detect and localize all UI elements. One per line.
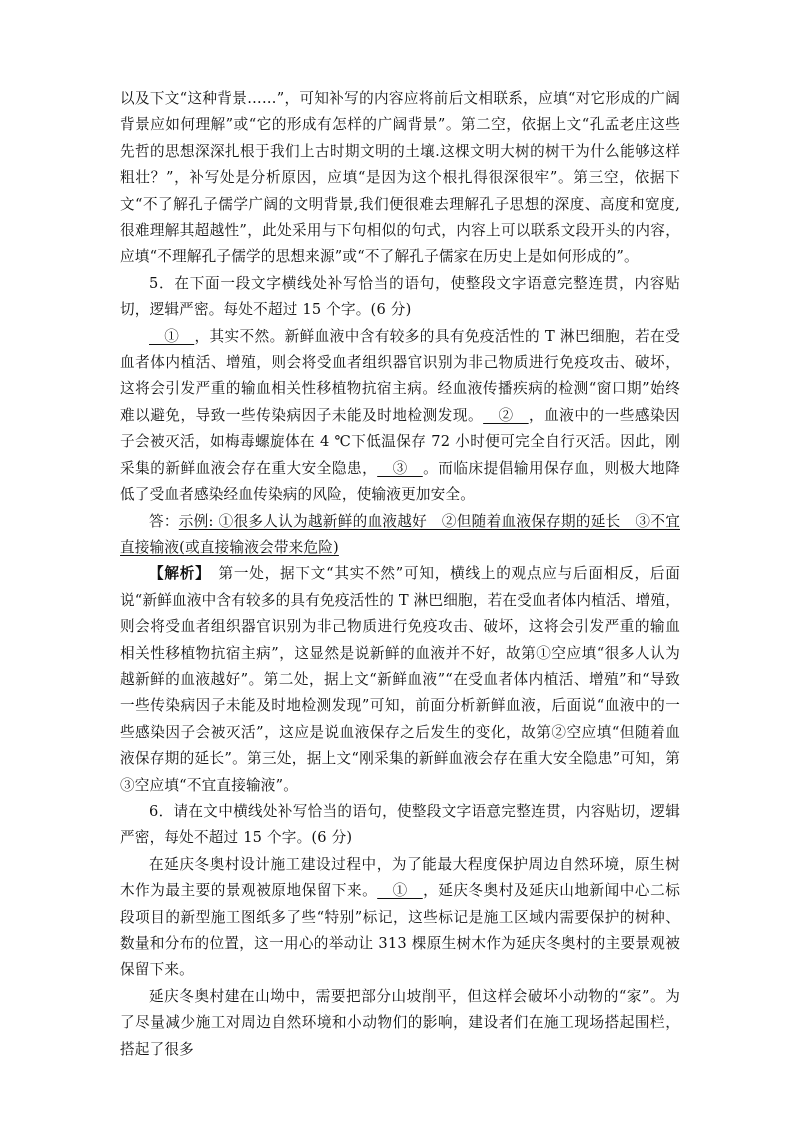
q5-answer-text: 示例: ①很多人认为越新鲜的血液越好 ②但随着血液保存期的延长 ③不宜直接输液(或直接输液会带来危险) [120, 512, 680, 556]
q6-passage-part-1: 在延庆冬奥村设计施工建设过程中，为了能最大程度保护周边自然环境，原生树木作为最主要的景观被原地保留下来。 [120, 855, 680, 900]
q5-analysis-label: 【解析】 [149, 565, 204, 583]
q5-blank-3: __③__ [377, 459, 423, 477]
q5-analysis-text: 第一处，据下文“其实不然”可知，横线上的观点应与后面相反，后面说“新鲜血液中含有较多的具有免疫活性的 T 淋巴细胞，若在受血者体内植活、增殖，则会将受血者组织器官识别为非己物质进行免疫攻击、破坏，这将会引发严重的输血相关性移植物抗宿主病”，这显然是说新鲜的血液并不好，故第①空应填“很多人认为越新鲜的血液越好”。第二处，据上文“新鲜血液”“在受血者体内植活、增殖”和“导致一些传染病因子未能及时地检测发现”可知，前面分析新鲜血液，后面说“血液中的一些感染因子会被灭活”，这应是说血液保存之后发生的变化，故第②空应填“但随着血液保存期的延长”。第三处，据上文“刚采集的新鲜血液会存在重大安全隐患”可知，第③空应填“不宜直接输液”。 [120, 565, 680, 794]
q5-passage-part-1: ，其实不然。新鲜血液中含有较多的具有免疫活性的 T 淋巴细胞，若在受血者体内植活、增殖，则会将受血者组织器官识别为非己物质进行免疫攻击、破坏，这将会引发严重的输血相关性移植物抗宿主病。经血液传播疾病的检测“窗口期”始终难以避免，导致一些传染病因子未能及时地检测发现。 [120, 327, 680, 424]
q5-analysis [120, 561, 680, 799]
q5-passage-part-3: 。而临床提倡输用保存血，则极大地降低了受血者感染经血传染病的风险，使输液更加安全。 [120, 459, 680, 504]
q5-blank-2: __②__ [483, 406, 529, 424]
q5-passage-part-2: ，血液中的一些感染因子会被灭活，如梅毒螺旋体在 4 ℃下低温保存 72 小时便可完全自行灭活。因此，刚采集的新鲜血液会存在重大安全隐患， [120, 406, 680, 477]
q6-blank-1: __①__ [377, 882, 423, 900]
q5-blank-1: __①__ [149, 327, 195, 345]
q6-passage-part-2: ，延庆冬奥村及延庆山地新闻中心二标段项目的新型施工图纸多了些“特别”标记，这些标记是施工区域内需要保护的树种、数量和分布的位置，这一用心的举动让 313 棵原生树木作为延庆冬奥村的主要景观被保留下来。 [120, 882, 680, 979]
q5-answer-prefix: 答： [149, 512, 179, 530]
q5-answer [120, 509, 680, 562]
q6-passage-1 [120, 852, 680, 984]
document-content [120, 86, 680, 1063]
q6-stem: 6．请在文中横线处补写恰当的语句，使整段文字语意完整连贯，内容贴切，逻辑严密，每处不超过 15 个字。(6 分) [120, 802, 680, 847]
q5-stem: 5．在下面一段文字横线处补写恰当的语句，使整段文字语意完整连贯，内容贴切，逻辑严密。每处不超过 15 个字。(6 分) [120, 274, 680, 319]
q4-analysis-continuation: 以及下文“这种背景……”，可知补写的内容应将前后文相联系，应填“对它形成的广阔背景应如何理解”或“它的形成有怎样的广阔背景”。第二空，依据上文“孔孟老庄这些先哲的思想深深扎根于我们上古时期文明的土壤.这棵文明大树的树干为什么能够这样粗壮？”，补写处是分析原因，应填“是因为这个根扎得很深很牢”。第三空，依据下文“不了解孔子儒学广阔的文明背景,我们便很难去理解孔子思想的深度、高度和宽度,很难理解其超越性”，此处采用与下句相似的句式，内容上可以联系文段开头的内容，应填“不理解孔子儒学的思想来源”或“不了解孔子儒家在历史上是如何形成的”。 [120, 90, 680, 266]
q5-passage [120, 324, 680, 509]
q6-passage-2: 延庆冬奥村建在山坳中，需要把部分山坡削平，但这样会破坏小动物的“家”。为了尽量减少施工对周边自然环境和小动物们的影响，建设者们在施工现场搭起围栏，搭起了很多 [120, 987, 680, 1058]
